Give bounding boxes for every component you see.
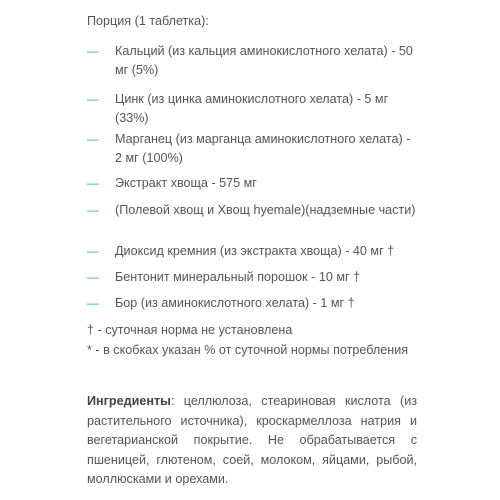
dash-marker: — <box>87 132 99 146</box>
dash-marker: — <box>87 176 99 190</box>
dash-marker: — <box>87 203 99 217</box>
dash-marker: — <box>87 270 99 284</box>
serving-label: Порция (1 таблетка): <box>87 14 209 28</box>
list-item <box>87 201 417 220</box>
item-text: Бентонит минеральный порошок - 10 мг † <box>115 270 361 284</box>
item-text: Экстракт хвоща - 575 мг <box>115 176 257 190</box>
ingredients-label: Ингредиенты <box>87 394 171 408</box>
list-item <box>87 294 417 313</box>
ingredients-text: : целлюлоза, стеариновая кислота (из растительного источника), кроскармеллоза натрия и вегетарианской покрытие. Не обрабатывается с пшеницей, глютеном, соей, молоком, яйцами, рыбой, моллюсками и орехами. <box>87 394 417 486</box>
item-text: Диоксид кремния (из экстракта хвоща) - 40 мг † <box>115 244 395 258</box>
item-text: Марганец (из марганца аминокислотного хелата) - 2 мг (100%) <box>115 132 411 165</box>
note-dagger: † - суточная норма не установлена <box>87 323 293 337</box>
list-item <box>87 268 417 287</box>
list-item <box>87 130 417 168</box>
ingredients-paragraph <box>87 392 417 490</box>
note-percent: * - в скобках указан % от суточной нормы потребления <box>87 343 409 357</box>
list-item <box>87 42 417 80</box>
list-item <box>87 174 417 193</box>
list-item <box>87 242 417 261</box>
item-text: Кальций (из кальция аминокислотного хелата) - 50 мг (5%) <box>115 44 413 77</box>
dash-marker: — <box>87 296 99 310</box>
dash-marker: — <box>87 92 99 106</box>
list-item <box>87 90 417 128</box>
item-text: (Полевой хвощ и Хвощ hyemale)(надземные части) <box>115 203 416 217</box>
dash-marker: — <box>87 244 99 258</box>
item-text: Бор (из аминокислотного хелата) - 1 мг † <box>115 296 355 310</box>
dash-marker: — <box>87 44 99 58</box>
item-text: Цинк (из цинка аминокислотного хелата) - 5 мг (33%) <box>115 92 389 125</box>
